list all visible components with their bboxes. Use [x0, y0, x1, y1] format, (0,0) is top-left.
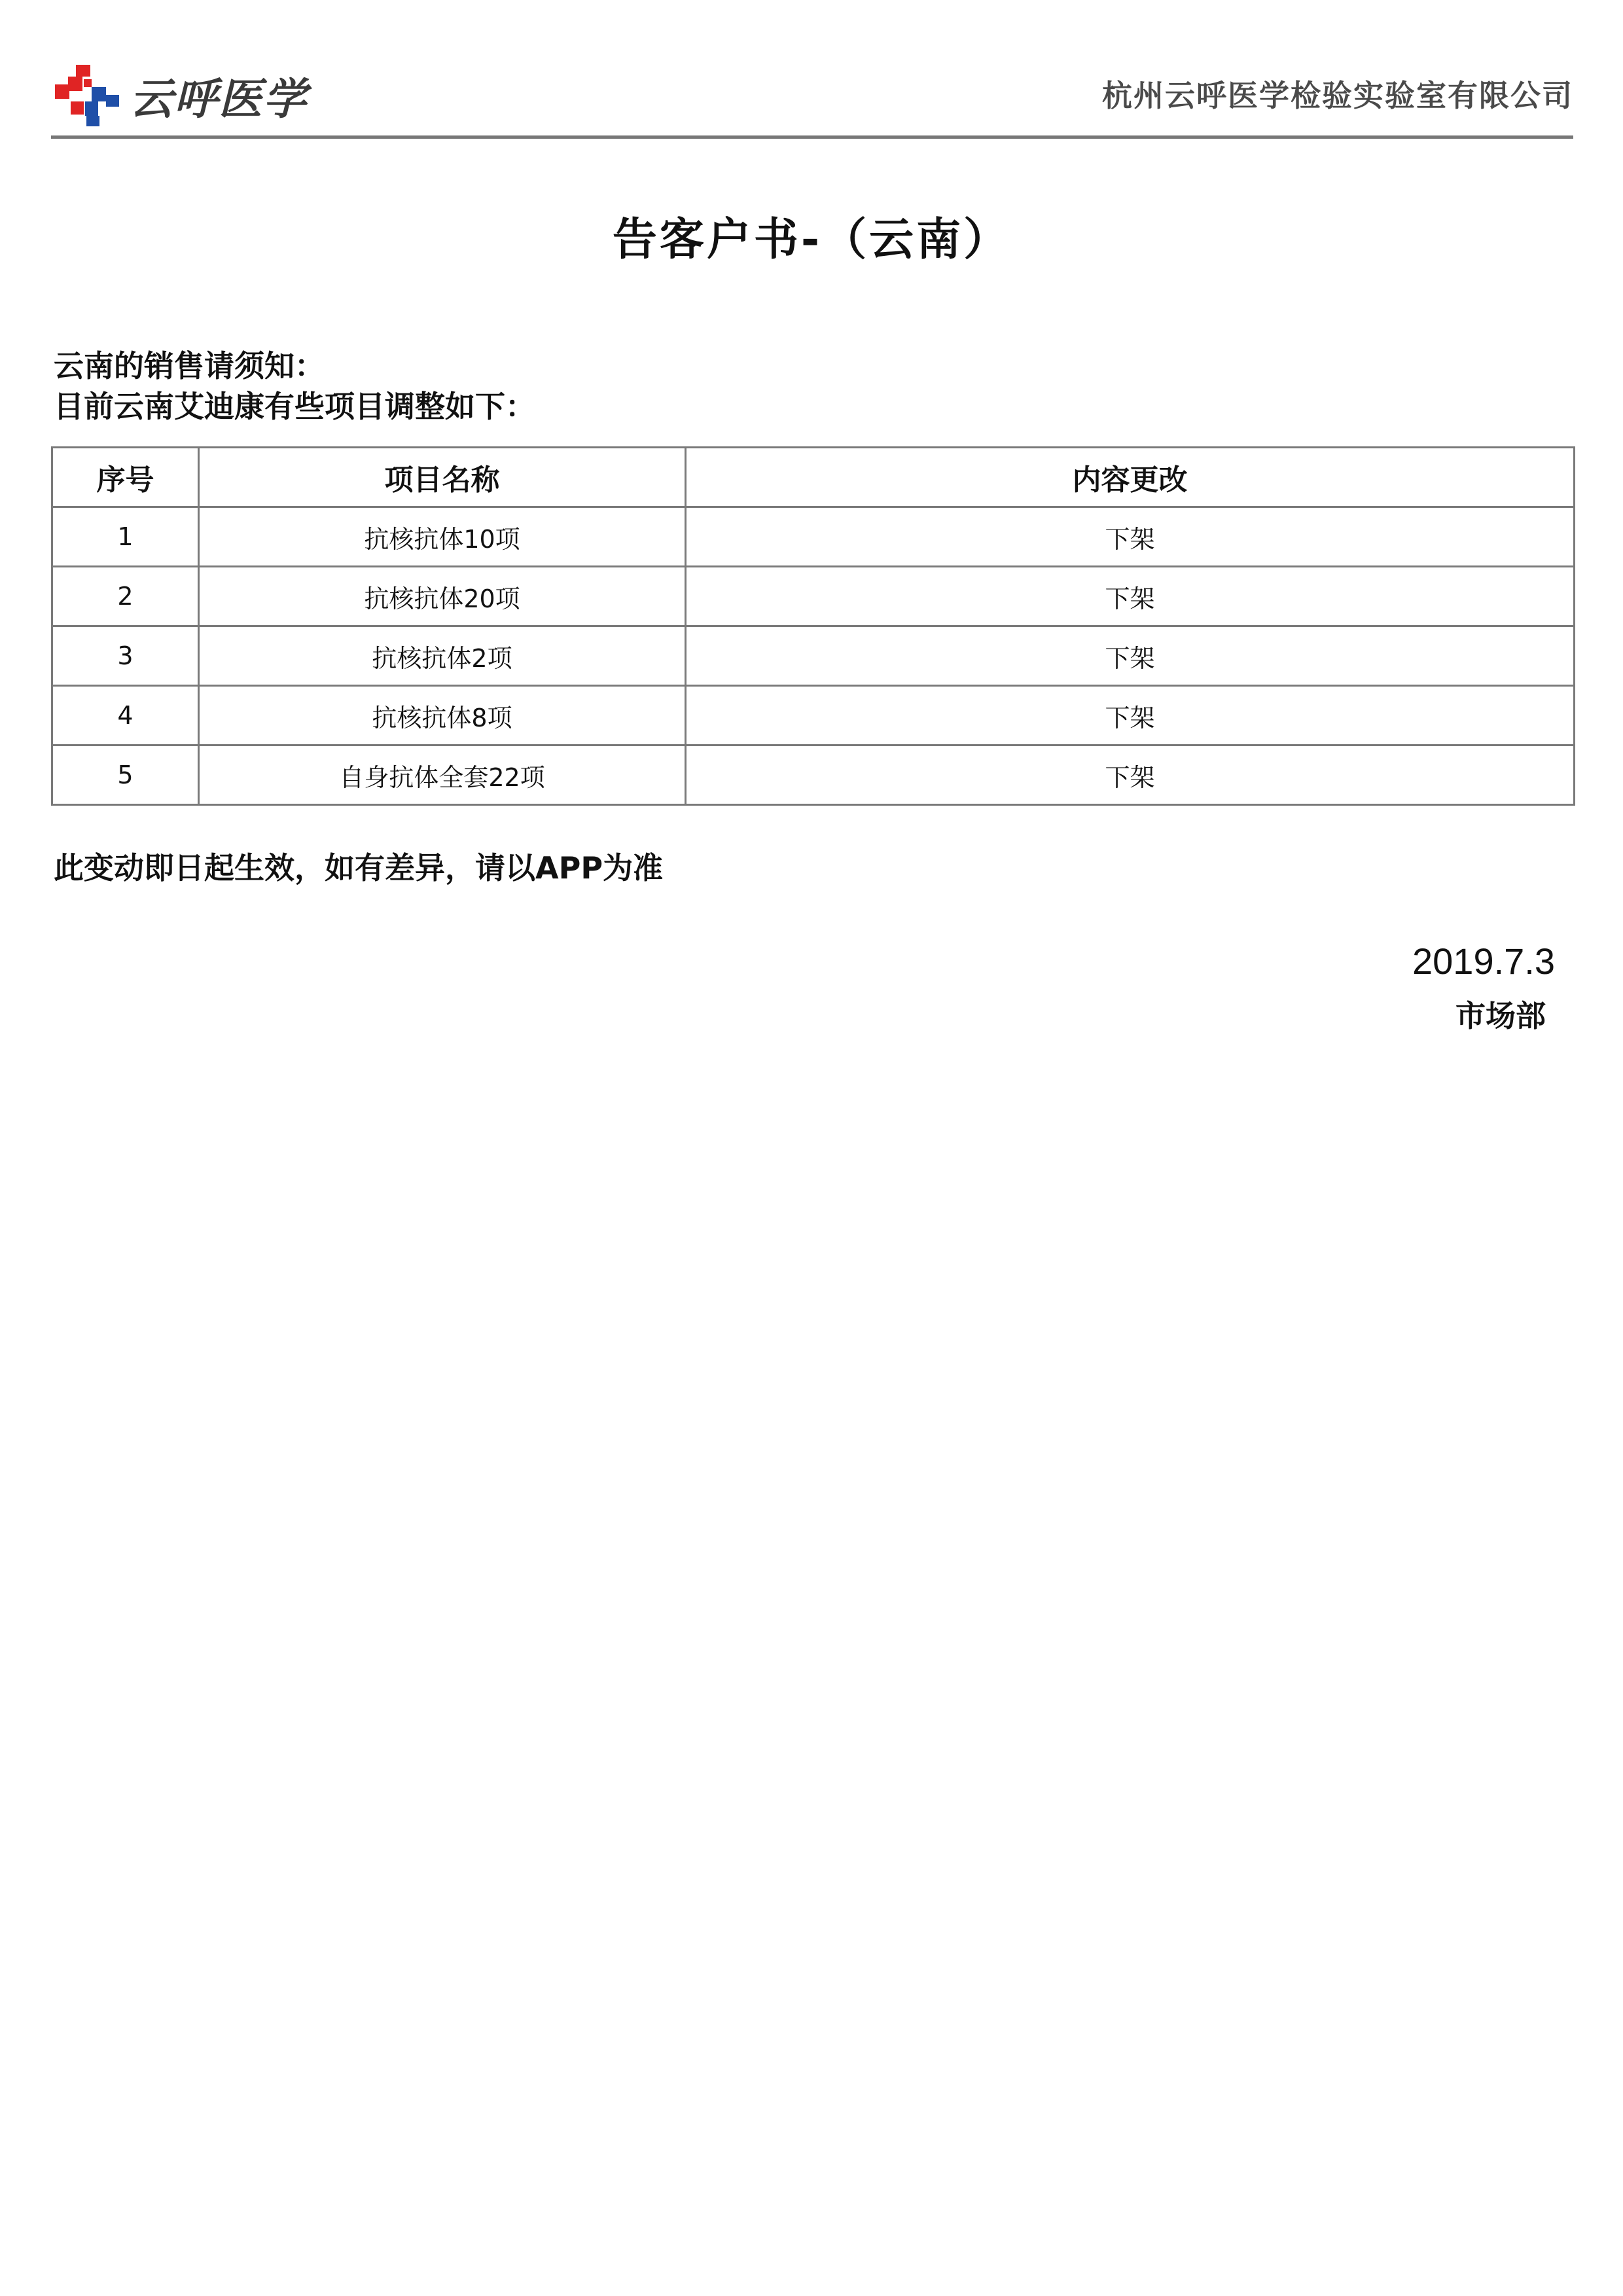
adjustment-table [51, 446, 1575, 806]
signature-department: 市场部 [1455, 998, 1546, 1033]
cell-content-change: 下架 [686, 507, 1575, 567]
cell-serial-number: 5 [52, 745, 199, 805]
cell-content-change: 下架 [686, 626, 1575, 686]
company-name: 杭州云呼医学检验实验室有限公司 [1102, 78, 1573, 113]
logo-text: 云呼医学 [130, 73, 308, 124]
cell-content-change: 下架 [686, 745, 1575, 805]
table-header-row [52, 448, 1575, 507]
page-header [51, 52, 1573, 139]
cell-item-name: 抗核抗体20项 [199, 567, 686, 626]
intro-text [54, 346, 535, 427]
document-title: 告客户书-（云南） [612, 214, 1011, 266]
table-row [52, 686, 1575, 745]
intro-line-2: 目前云南艾迪康有些项目调整如下： [54, 389, 535, 424]
table-row [52, 567, 1575, 626]
cell-serial-number: 4 [52, 686, 199, 745]
effective-notice: 此变动即日起生效，如有差异，请以APP为准 [54, 850, 664, 886]
table-row [52, 745, 1575, 805]
cell-serial-number: 3 [52, 626, 199, 686]
cell-serial-number: 1 [52, 507, 199, 567]
intro-line-1: 云南的销售请须知： [54, 348, 325, 384]
cell-item-name: 自身抗体全套22项 [199, 745, 686, 805]
cell-item-name: 抗核抗体10项 [199, 507, 686, 567]
company-logo [51, 59, 308, 131]
cell-serial-number: 2 [52, 567, 199, 626]
cell-item-name: 抗核抗体2项 [199, 626, 686, 686]
table-row [52, 626, 1575, 686]
table-row [52, 507, 1575, 567]
header-item-name: 项目名称 [199, 448, 686, 507]
cell-content-change: 下架 [686, 567, 1575, 626]
cell-item-name: 抗核抗体8项 [199, 686, 686, 745]
cell-content-change: 下架 [686, 686, 1575, 745]
medical-cross-logo-icon [51, 60, 122, 130]
header-serial-number: 序号 [52, 448, 199, 507]
header-divider [51, 135, 1573, 139]
signature-date: 2019.7.3 [1412, 941, 1555, 982]
header-content-change: 内容更改 [686, 448, 1575, 507]
